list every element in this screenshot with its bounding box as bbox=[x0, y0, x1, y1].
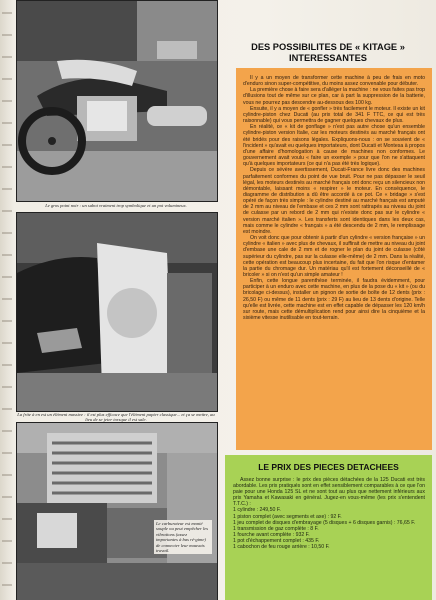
article1-body bbox=[243, 75, 425, 321]
article1-paragraph: Ensuite, il y a moyen de « gonfler » très facilement le moteur. Il existe un kit cylindre-piston chez Ducati (au prix total de 341 F TTC, ce qui est très raisonnable) qui vous permettra de gagner quelques chevaux de plus. bbox=[243, 105, 425, 125]
price-item: 1 fourche avant complète : 932 F. bbox=[233, 531, 310, 538]
price-item: 1 transmission de gaz complète : 8 F. bbox=[233, 525, 319, 532]
article1-box bbox=[236, 68, 432, 450]
article2-intro: Assez bonne surprise : le prix des pièces détachées de la 125 Ducati est très abordable. Les prix pratiqués sont en effet sensiblement comparables à ce que l'on paie pour une Honda 125 SL et ne sont tout au plus que nettement inférieurs aux prix Yamaha et Kawasaki en général. Jugez-en vous-même (les prix s'entendent T.T.C.) : bbox=[233, 477, 425, 508]
article2-box bbox=[225, 455, 432, 600]
article2-body bbox=[233, 477, 425, 550]
photo-carburetor bbox=[16, 422, 218, 600]
price-item: 1 cabochon de feu rouge arrière : 10,50 F. bbox=[233, 544, 330, 551]
article1-paragraph: Il y a un moyen de transformer cette machine à peu de frais en moto d'enduro sinon super-compétitive, du moins assez convenable pour débuter. bbox=[243, 75, 425, 88]
article1-paragraph: La première chose à faire sera d'alléger la machine : ne vous faites pas trop d'illusions tout de même sur ce plan, car à part la suppression de la batterie, vous ne pourrez pas descendre au-dessous des 100 kg. bbox=[243, 87, 425, 106]
article2-title: LE PRIX DES PIECES DETACHEES bbox=[258, 462, 399, 472]
article1-paragraph: Depuis ce sévère avertissement, Ducati-France livre donc des machines parfaitement conformes du point de vue bruit. Pour ne pas dépasser le seuil légal, les moteurs destinés au marché français ont donc reçu un silencieux non démontable, laissant moins « respirer » le moteur. En conséquence, le diagramme de distribution a dû être accordé à ce pot. Ce « bridage » s'est opéré de façon très simple : le cylindre destiné au marché français est amputé de 2 mm au niveau de l'embase et ces 2 mm sont rattrapés au niveau du joint de culasse par un rebord de 2 mm qui n'existe donc pas sur le cylindre « version marché italien ». Les transferts sont identiques dans les deux cas, mais comme le cylindre « français » a été descendu de 2 mm, le remplissage est moindre. bbox=[243, 167, 425, 235]
article1-paragraph: En réalité, ce « kit de gonflage » n'est pas autre chose qu'un ensemble cylindre-piston version Italie, car les moteurs destinés au marché français ont été bridés pour des raisons légales. Expliquons-nous : on se souvient de « l'incident » qu'avait eu quelques importateurs, dont Ducati et Montesa à propos d'une affaire d'homologation à cause de machines non conformes. Le gouvernement avait voulu « faire un exemple » pour que l'on ne s'attaquent qu'à quelques importateurs (ce qui n'a pas été très logique). bbox=[243, 124, 425, 168]
article1-title: DES POSSIBILITES DE « KITAGE » INTERESSANTES bbox=[251, 42, 405, 63]
price-item: 1 pot d'échappement complet : 435 F. bbox=[233, 537, 320, 544]
photo-motorcycle-side bbox=[16, 0, 218, 202]
photo-air-filter bbox=[16, 212, 218, 412]
photo1-caption: Le gros point noir : un sabot vraiment trop symbolique et un pot volumineux. bbox=[45, 203, 187, 208]
price-item: 1 cylindre : 249,50 F. bbox=[233, 507, 281, 514]
price-item: 1 piston complet (avec segments et axe) : 92 F. bbox=[233, 513, 342, 520]
binding-edge bbox=[2, 0, 12, 600]
article1-paragraph: Enfin, cette longue parenthèse terminée, il faudra évidemment, pour participer à un enduro avec cette machine, en plus de la pose du « kit » (ou du bricolage ci-dessus), installer un pignon de sortie de boîte de 12 dents (prix : 26,50 F) ou même de 11 dents (prix : 29 F) au lieu de 13 dents d'origine. Telle qu'elle est livrée, cette machine est en effet capable de dépasser les 120 km/h sur route, mais cette démultiplication rend pour ainsi dire la cinquième et la sixième vitesse inutilisable en tout-terrain. bbox=[243, 278, 425, 322]
photo2-caption: La frite à en est un élément massive : il est plus efficace que l'élément papier classique... et ça se mettre, au lieu de se jeter torsque il est sale. bbox=[17, 412, 215, 423]
price-item: 1 jeu complet de disques d'embrayage (5 disques + 6 disques garnis) : 76,65 F. bbox=[233, 519, 416, 526]
article1-paragraph: On voit donc que pour obtenir à partir d'un cylindre « version française » un cylindre « italien » avec plus de chevaux, il suffirait de mettre au niveau du joint d'embase une cale de 2 mm et de rogner le plan du joint de culasse (côté supérieur du cylindre, pas sur la culasse elle-même) de 2 mm. Dans la réalité, cette opération est beaucoup plus incertaine, du fait que l'on risque d'entamer la partie du chromage dur. Un matériau qu'il est fortement déconseillé de « bricoler » si on n'est qu'un simple amateur ! bbox=[243, 235, 425, 278]
photo3-caption: Le carburateur est monté souple ou peut empêcher les vibrations (assez importantes à bas ré-gime) de connecter leur mauvais travail. bbox=[154, 520, 212, 554]
price-list bbox=[233, 507, 425, 550]
